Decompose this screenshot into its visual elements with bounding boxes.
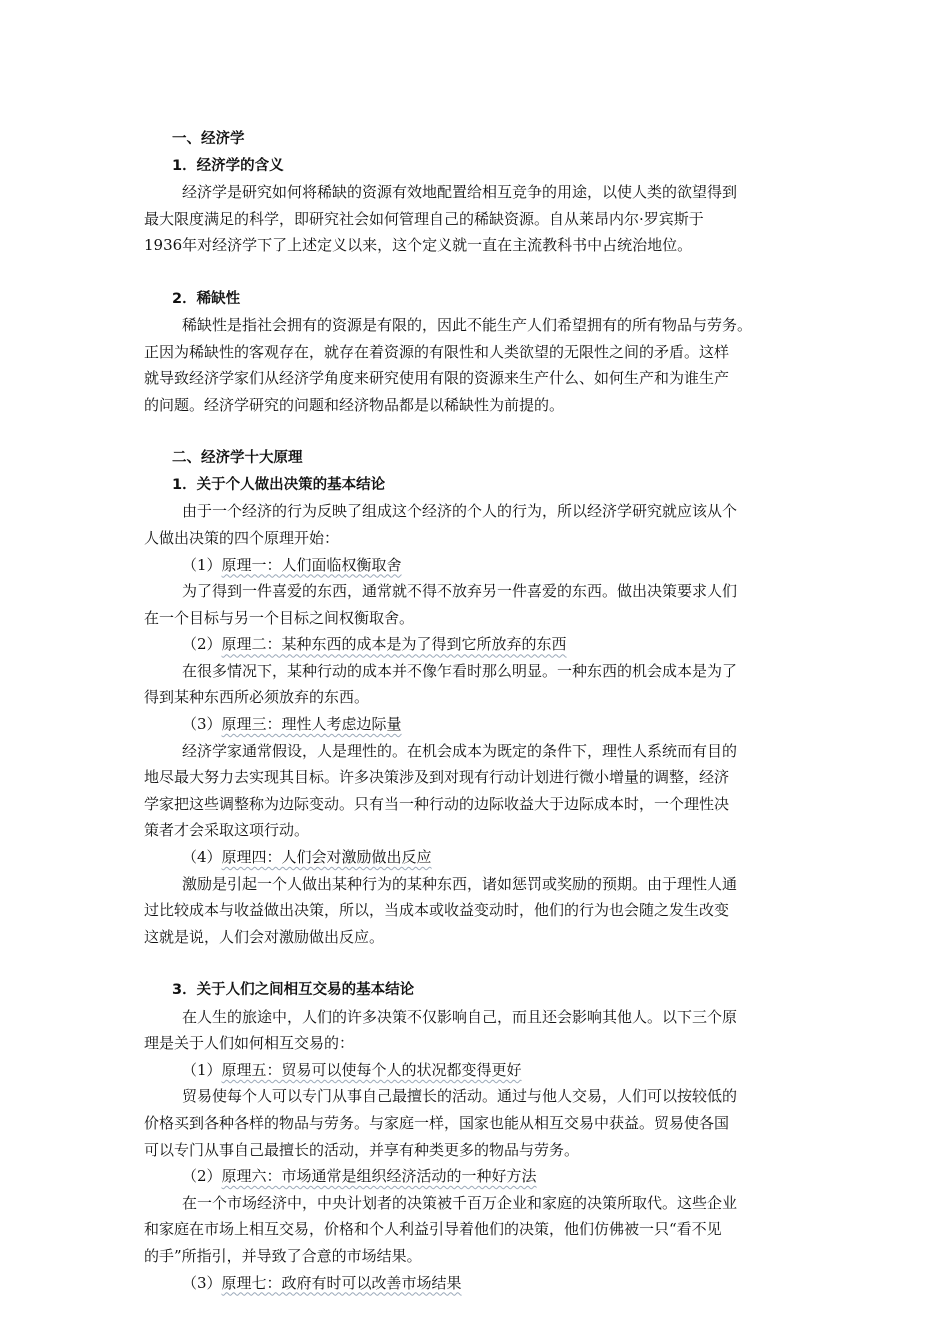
paragraph-line: 学家把这些调整称为边际变动。只有当一种行动的边际收益大于边际成本时，一个理性决	[144, 794, 730, 813]
section-heading-economics: 一、经济学	[172, 131, 245, 147]
principle-5-heading	[144, 1057, 810, 1084]
spacer	[144, 259, 810, 286]
principle-title: 原理六：市场通常是组织经济活动的一种好方法	[221, 1167, 537, 1186]
principle-title: 原理一：人们面临权衡取舍	[221, 555, 402, 574]
principle-number: （3）	[182, 1273, 222, 1292]
principle-title: 原理四：人们会对激励做出反应	[221, 848, 432, 867]
principle-1-heading	[144, 552, 810, 579]
paragraph-line: 策者才会采取这项行动。	[144, 821, 310, 840]
spacer	[144, 419, 810, 446]
principle-2-heading	[144, 631, 810, 658]
subheading-definition: 1．经济学的含义	[172, 157, 284, 174]
paragraph-line: 就导致经济学家们从经济学角度来研究使用有限的资源来生产什么、如何生产和为谁生产	[144, 369, 730, 388]
section-heading-ten-principles: 二、经济学十大原理	[172, 450, 303, 467]
paragraph-line: 为了得到一件喜爱的东西，通常就不得不放弃另一件喜爱的东西。做出决策要求人们	[182, 582, 738, 601]
paragraph-line: 在一个目标与另一个目标之间权衡取舍。	[144, 608, 415, 627]
principle-3-heading	[144, 711, 810, 738]
paragraph-line: 可以专门从事自己最擅长的活动，并享有种类更多的物品与劳务。	[144, 1140, 580, 1159]
principle-number: （2）	[182, 1167, 222, 1186]
paragraph-line: 激励是引起一个人做出某种行为的某种东西，诸如惩罚或奖励的预期。由于理性人通	[182, 874, 738, 893]
paragraph-line: 这就是说，人们会对激励做出反应。	[144, 927, 385, 946]
paragraph-line: 理是关于人们如何相互交易的：	[144, 1034, 355, 1053]
paragraph-line: 的手”所指引，并导致了合意的市场结果。	[144, 1246, 422, 1265]
paragraph-line: 过比较成本与收益做出决策，所以，当成本或收益变动时，他们的行为也会随之发生改变	[144, 901, 730, 920]
paragraph-line: 人做出决策的四个原理开始：	[144, 528, 340, 547]
paragraph-line: 地尽最大努力去实现其目标。许多决策涉及到对现有行动计划进行微小增量的调整，经济	[144, 768, 730, 787]
paragraph-line: 稀缺性是指社会拥有的资源是有限的，因此不能生产人们希望拥有的所有物品与劳务。	[182, 316, 753, 335]
principle-title: 原理三：理性人考虑边际量	[221, 715, 402, 734]
document-page	[144, 126, 810, 1296]
principle-6-heading	[144, 1163, 810, 1190]
principle-number: （2）	[182, 635, 222, 654]
paragraph-line: 最大限度满足的科学，即研究社会如何管理自己的稀缺资源。自从莱昂内尔·罗宾斯于	[144, 209, 704, 228]
subheading-scarcity: 2．稀缺性	[172, 290, 241, 307]
paragraph-line: 经济学家通常假设，人是理性的。在机会成本为既定的条件下，理性人系统而有目的	[182, 741, 738, 760]
paragraph-line: 的问题。经济学研究的问题和经济物品都是以稀缺性为前提的。	[144, 395, 565, 414]
principle-number: （4）	[182, 848, 222, 867]
principle-7-heading	[144, 1270, 810, 1297]
principle-4-heading	[144, 844, 810, 871]
subheading-trade: 3．关于人们之间相互交易的基本结论	[172, 982, 415, 998]
principle-number: （1）	[182, 555, 222, 574]
paragraph-line: 贸易使每个人可以专门从事自己最擅长的活动。通过与他人交易，人们可以按较低的	[182, 1087, 738, 1106]
paragraph-line: 在很多情况下，某种行动的成本并不像乍看时那么明显。一种东西的机会成本是为了	[182, 661, 738, 680]
subheading-individual-decisions: 1．关于个人做出决策的基本结论	[172, 476, 386, 493]
paragraph-line: 经济学是研究如何将稀缺的资源有效地配置给相互竞争的用途，以使人类的欲望得到	[182, 183, 738, 202]
principle-number: （1）	[182, 1060, 222, 1079]
principle-number: （3）	[182, 715, 222, 734]
paragraph-line: 在一个市场经济中，中央计划者的决策被千百万企业和家庭的决策所取代。这些企业	[182, 1193, 738, 1212]
paragraph-line: 正因为稀缺性的客观存在，就存在着资源的有限性和人类欲望的无限性之间的矛盾。这样	[144, 342, 730, 361]
paragraph-line: 在人生的旅途中，人们的许多决策不仅影响自己，而且还会影响其他人。以下三个原	[182, 1007, 738, 1026]
paragraph-line: 由于一个经济的行为反映了组成这个经济的个人的行为，所以经济学研究就应该从个	[182, 502, 738, 521]
paragraph-line: 和家庭在市场上相互交易，价格和个人利益引导着他们的决策，他们仿佛被一只“看不见	[144, 1220, 722, 1239]
paragraph-line: 价格买到各种各样的物品与劳务。与家庭一样，国家也能从相互交易中获益。贸易使各国	[144, 1113, 730, 1132]
spacer	[144, 950, 810, 977]
paragraph-line: 1936年对经济学下了上述定义以来，这个定义就一直在主流教科书中占统治地位。	[144, 236, 693, 255]
principle-title: 原理二：某种东西的成本是为了得到它所放弃的东西	[221, 635, 567, 654]
paragraph-line: 得到某种东西所必须放弃的东西。	[144, 688, 370, 707]
principle-title: 原理五：贸易可以使每个人的状况都变得更好	[221, 1060, 522, 1079]
principle-title: 原理七：政府有时可以改善市场结果	[221, 1273, 462, 1292]
